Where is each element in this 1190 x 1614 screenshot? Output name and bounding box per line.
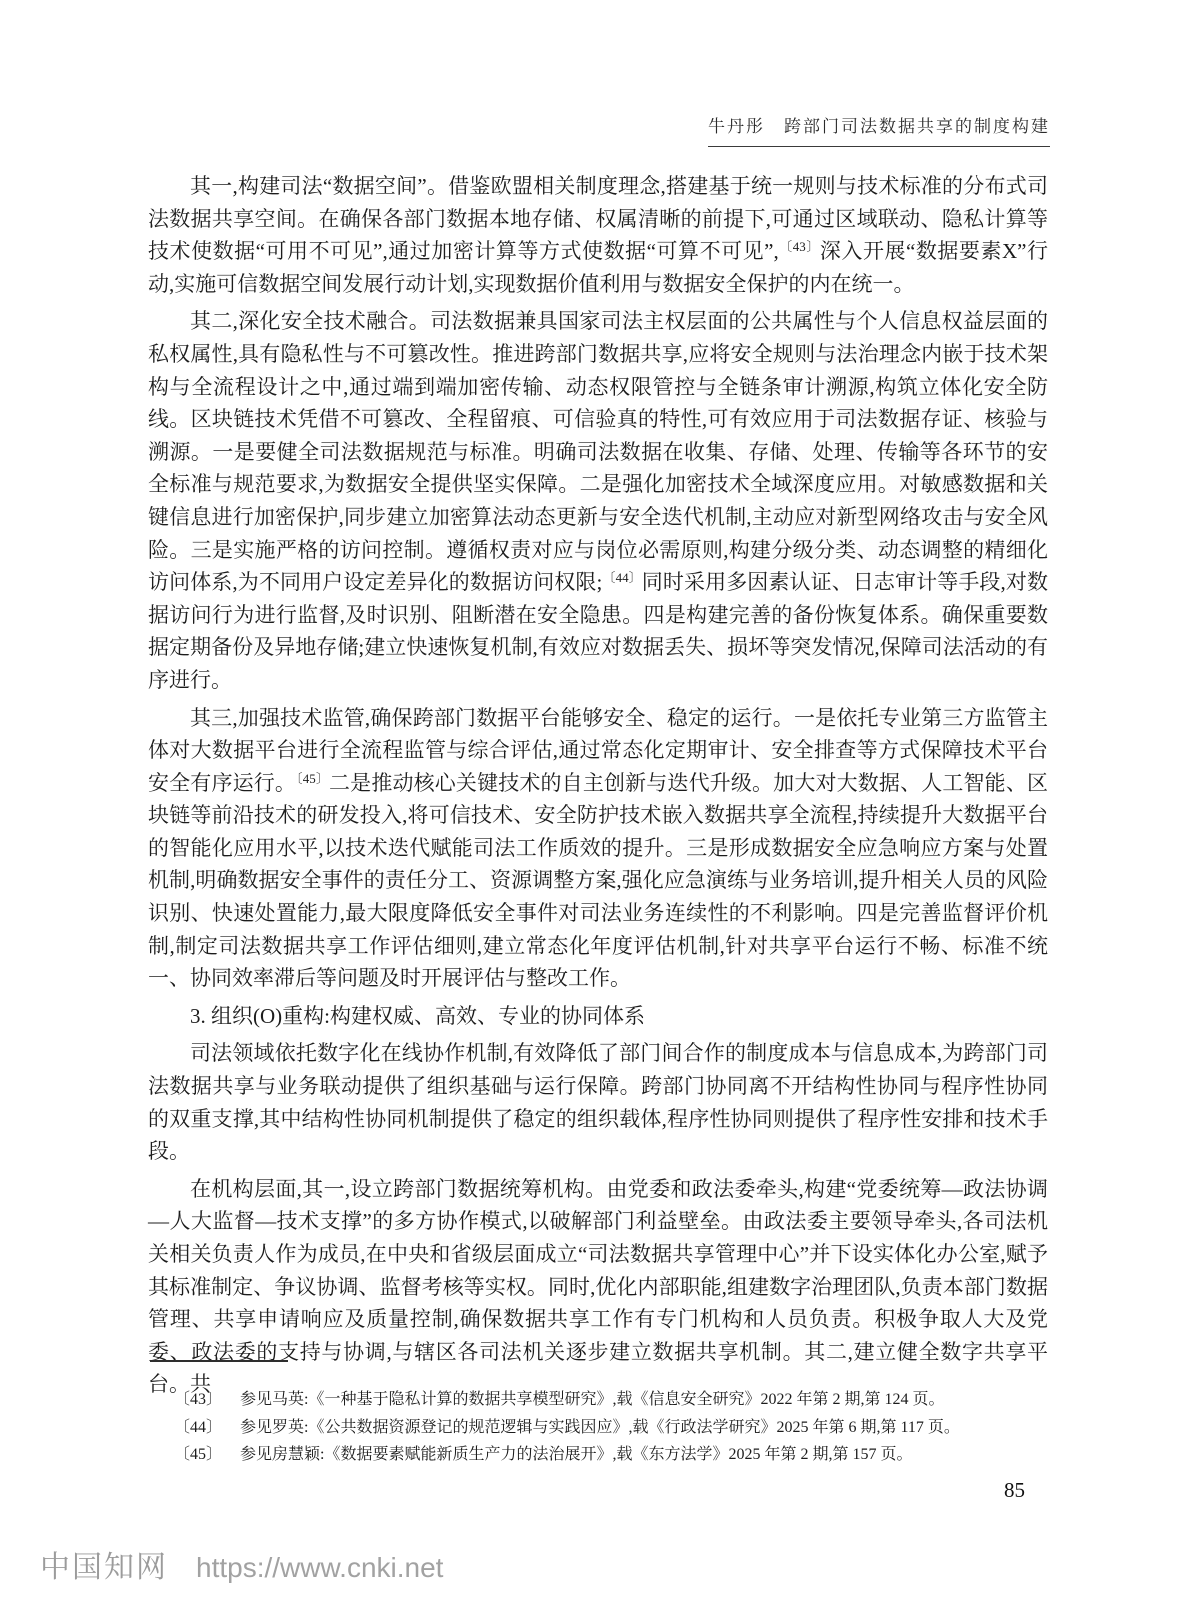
footnote-marker: 〔44〕 [174,1418,223,1436]
running-header: 牛丹彤 跨部门司法数据共享的制度构建 [708,112,1050,147]
paragraph-text: 二是推动核心关键技术的自主创新与迭代升级。加大对大数据、人工智能、区块链等前沿技术的研发投入,将可信技术、安全防护技术嵌入数据共享全流程,持续提升大数据平台的智能化应用水平,以技术迭代赋能司法工作质效的提升。三是形成数据安全应急响应方案与处置机制,明确数据安全事件的责任分工、资源调整方案,强化应急演练与业务培训,提升相关人员的风险识别、快速处置能力,最大限度降低安全事件对司法业务连续性的不利影响。四是完善监督评价机制,制定司法数据共享工作评估细则,建立常态化年度评估机制,针对共享平台运行不畅、标准不统一、协同效率滞后等问题及时开展评估与整改工作。 [148,770,1048,991]
footnote-marker: 〔43〕 [174,1391,223,1408]
cnki-url-label: https://www.cnki.net [196,1552,444,1583]
paragraph-text: 深入开展“数据要素X”行动,实施可信数据空间发展行动计划,实现数据价值利用与数据安全保护的内在统一。 [148,239,1048,296]
footnote-ref: 〔43〕 [778,239,820,255]
paragraph-1 [148,170,1048,300]
paragraph-text: 其一,构建司法“数据空间”。借鉴欧盟相关制度理念,搭建基于统一规则与技术标准的分布式司法数据共享空间。在确保各部门数据本地存储、权属清晰的前提下,可通过区域联动、隐私计算等技术使数据“可用不可见”,通过加密计算等方式使数据“可算不可见”, [148,174,1048,264]
footnote-text: 参见罗英:《公共数据资源登记的规范逻辑与实践因应》,载《行政法学研究》2025 年第 6 期,第 117 页。 [240,1418,960,1436]
paragraph-3 [148,702,1048,995]
paragraph-5 [148,1173,1048,1401]
paragraph-text: 其二,深化安全技术融合。司法数据兼具国家司法主权层面的公共属性与个人信息权益层面的私权属性,具有隐私性与不可篡改性。推进跨部门数据共享,应将安全规则与法治理念内嵌于技术架构与全流程设计之中,通过端到端加密传输、动态权限管控与全链条审计溯源,构筑立体化安全防线。区块链技术凭借不可篡改、全程留痕、可信验真的特性,可有效应用于司法数据存证、核验与溯源。一是要健全司法数据规范与标准。明确司法数据在收集、存储、处理、传输等各环节的安全标准与规范要求,为数据安全提供坚实保障。二是强化加密技术全域深度应用。对敏感数据和关键信息进行加密保护,同步建立加密算法动态更新与安全迭代机制,主动应对新型网络攻击与安全风险。三是实施严格的访问控制。遵循权责对应与岗位必需原则,构建分级分类、动态调整的精细化访问体系,为不同用户设定差异化的数据访问权限; [148,309,1048,595]
footnote-item [174,1414,1060,1442]
footnote-item [174,1386,1060,1414]
page-number: 85 [1004,1478,1025,1502]
paragraph-text: 同时采用多因素认证、日志审计等手段,对数据访问行为进行监督,及时识别、阻断潜在安全隐患。四是构建完善的备份恢复体系。确保重要数据定期备份及异地存储;建立快速恢复机制,有效应对数据丢失、损坏等突发情况,保障司法活动的有序进行。 [148,570,1048,692]
cnki-brand-label: 中国知网 [40,1551,168,1584]
paragraph-text: 3. 组织(O)重构:构建权威、高效、专业的协同体系 [190,1003,645,1028]
footnote-separator [150,1360,288,1362]
footnote-text: 参见马英:《一种基于隐私计算的数据共享模型研究》,载《信息安全研究》2022 年第 2 期,第 124 页。 [240,1391,945,1408]
footnote-item [174,1441,1060,1469]
cnki-watermark [40,1542,443,1586]
footnote-text: 参见房慧颖:《数据要素赋能新质生产力的法治展开》,载《东方法学》2025 年第 2 期,第 157 页。 [240,1446,913,1463]
paragraph-2 [148,305,1048,696]
footnotes [174,1386,1060,1469]
footnote-marker: 〔45〕 [174,1446,223,1463]
paragraph-text: 其三,加强技术监管,确保跨部门数据平台能够安全、稳定的运行。一是依托专业第三方监管主体对大数据平台进行全流程监管与综合评估,通过常态化定期审计、安全排查等方式保障技术平台安全有序运行。 [148,705,1048,795]
footnote-ref: 〔45〕 [296,770,330,786]
paragraph-4 [148,1037,1048,1167]
section-heading [148,1000,1048,1033]
body-paragraphs [148,170,1048,1401]
footnote-ref: 〔44〕 [602,570,642,586]
paragraph-text: 在机构层面,其一,设立跨部门数据统筹机构。由党委和政法委牵头,构建“党委统筹—政法协调—人大监督—技术支撑”的多方协作模式,以破解部门利益壁垒。由政法委主要领导牵头,各司法机关相关负责人作为成员,在中央和省级层面成立“司法数据共享管理中心”并下设实体化办公室,赋予其标准制定、争议协调、监督考核等实权。同时,优化内部职能,组建数字治理团队,负责本部门数据管理、共享申请响应及质量控制,确保数据共享工作有专门机构和人员负责。积极争取人大及党委、政法委的支持与协调,与辖区各司法机关逐步建立数据共享机制。其二,建立健全数字共享平台。共 [148,1176,1048,1397]
paragraph-text: 司法领域依托数字化在线协作机制,有效降低了部门间合作的制度成本与信息成本,为跨部门司法数据共享与业务联动提供了组织基础与运行保障。跨部门协同离不开结构性协同与程序性协同的双重支撑,其中结构性协同机制提供了稳定的组织载体,程序性协同则提供了程序性安排和技术手段。 [148,1041,1048,1164]
